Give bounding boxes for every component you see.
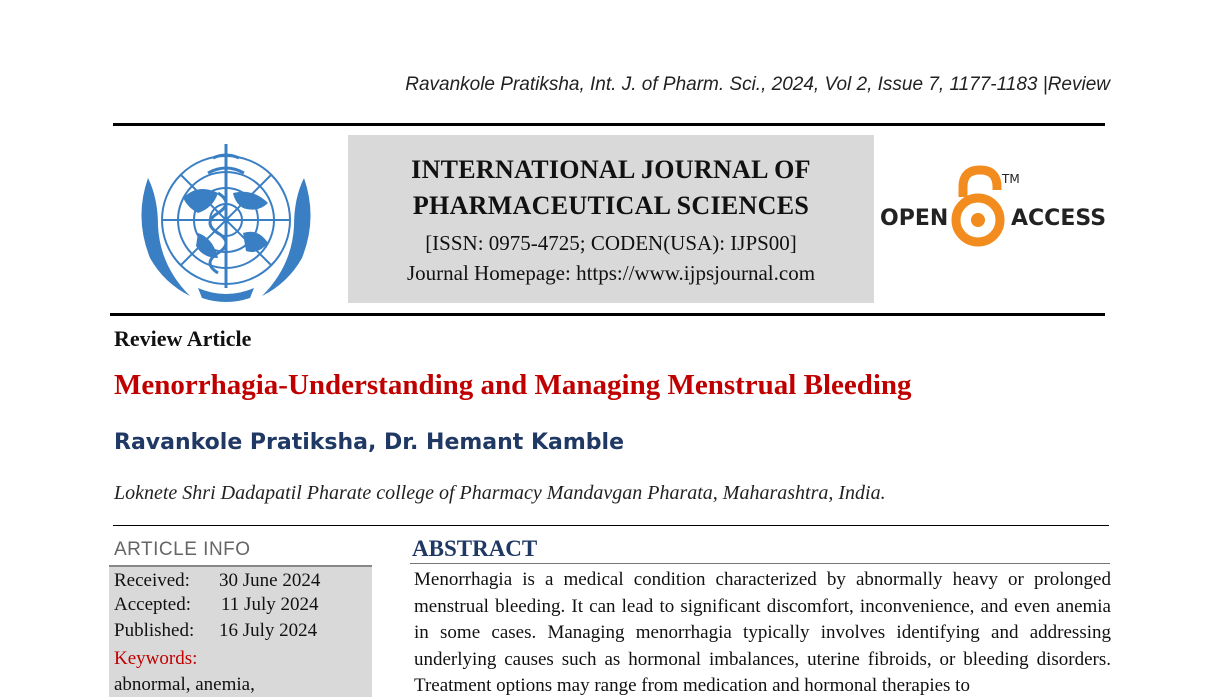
divider-rule bbox=[113, 525, 1109, 526]
published-label: Published: bbox=[114, 620, 195, 641]
open-access-text-access: ACCESS bbox=[1011, 206, 1107, 231]
published-date: 16 July 2024 bbox=[219, 620, 318, 641]
keywords-text: abnormal, anemia, bbox=[114, 674, 255, 695]
journal-banner bbox=[348, 135, 874, 303]
accepted-row bbox=[114, 594, 318, 616]
article-authors: Ravankole Pratiksha, Dr. Hemant Kamble bbox=[114, 430, 624, 455]
received-row bbox=[114, 570, 320, 592]
abstract-rule bbox=[410, 563, 1110, 564]
accepted-date: 11 July 2024 bbox=[221, 594, 319, 615]
open-access-text-open: OPEN bbox=[880, 206, 949, 231]
emblem-logo-icon bbox=[128, 138, 324, 306]
abstract-heading: ABSTRACT bbox=[412, 536, 538, 561]
received-label: Received: bbox=[114, 570, 190, 591]
article-title: Menorrhagia-Understanding and Managing Menstrual Bleeding bbox=[114, 369, 912, 401]
journal-homepage[interactable]: Journal Homepage: https://www.ijpsjournal.com bbox=[406, 261, 816, 285]
article-type: Review Article bbox=[114, 326, 252, 351]
received-date: 30 June 2024 bbox=[219, 570, 321, 591]
article-info-box bbox=[109, 565, 372, 697]
keywords-label: Keywords: bbox=[114, 648, 198, 669]
journal-title-line1: INTERNATIONAL JOURNAL OF bbox=[411, 155, 811, 184]
accepted-label: Accepted: bbox=[114, 594, 192, 615]
running-head: Ravankole Pratiksha, Int. J. of Pharm. Sci., 2024, Vol 2, Issue 7, 1177-1183 |Review bbox=[405, 74, 1110, 95]
journal-issn: [ISSN: 0975-4725; CODEN(USA): IJPS00] bbox=[425, 231, 797, 255]
abstract-text: Menorrhagia is a medical condition characterized by abnormally heavy or prolonged menstrual bleeding. It can lead to significant discomfort, inconvenience, and even anemia in some cases. Managing menorrhagia typically involves identifying and addressing underlying causes such as hormonal imbalances, uterine fibroids, or bleeding disorders. Treatment options may range from medication and hormonal therapies to bbox=[414, 569, 1111, 696]
published-row bbox=[114, 620, 317, 642]
top-rule bbox=[113, 123, 1105, 126]
journal-title-line2: PHARMACEUTICAL SCIENCES bbox=[412, 191, 810, 220]
open-access-logo-icon bbox=[880, 165, 1108, 255]
article-info-heading: ARTICLE INFO bbox=[114, 539, 251, 560]
open-access-tm: TM bbox=[1002, 172, 1020, 186]
article-affiliation: Loknete Shri Dadapatil Pharate college of Pharmacy Mandavgan Pharata, Maharashtra, India. bbox=[114, 482, 886, 504]
header-bottom-rule bbox=[110, 313, 1105, 316]
